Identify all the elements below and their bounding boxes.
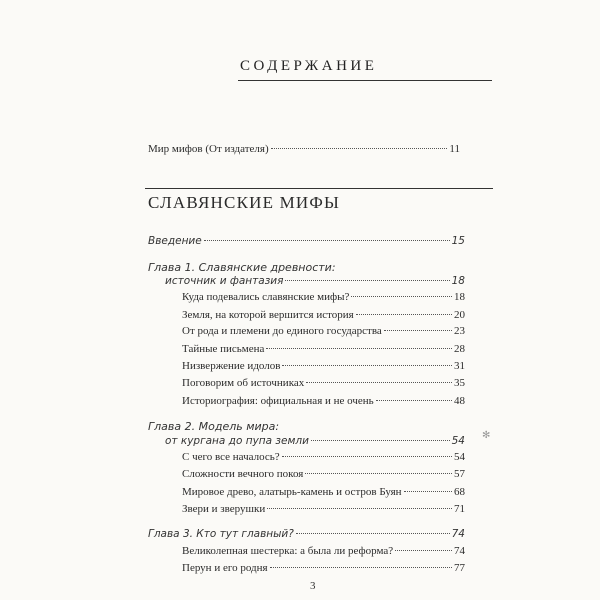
dot-leader (282, 456, 452, 457)
title-rule (238, 80, 492, 81)
toc-entry-intro-publisher[interactable] (148, 143, 460, 156)
section-title: СЛАВЯНСКИЕ МИФЫ (148, 193, 341, 212)
toc-entry-label: Земля, на которой вершится история (182, 309, 354, 321)
toc-page-number: 15 (451, 235, 465, 247)
toc-entry-introduction[interactable] (148, 235, 465, 248)
toc-entry-1-2[interactable] (182, 309, 465, 322)
toc-entry-label: от кургана до пупа земли (165, 435, 309, 447)
toc-entry-label: Звери и зверушки (182, 503, 266, 515)
dot-leader (305, 473, 452, 474)
toc-page-number: 18 (454, 291, 465, 303)
dot-leader (351, 296, 452, 297)
dot-leader (204, 240, 450, 241)
toc-entry-label: Введение (148, 235, 202, 247)
toc-entry-1-5[interactable] (182, 360, 465, 373)
dot-leader (311, 440, 450, 441)
toc-entry-label: С чего все началось? (182, 451, 280, 463)
toc-entry-label: Тайные письмена (182, 343, 265, 355)
toc-page-number: 68 (454, 486, 465, 498)
toc-entry-chapter-1[interactable] (165, 275, 465, 288)
toc-page-number: 57 (454, 468, 465, 480)
toc-entry-label: Мир мифов (От издателя) (148, 143, 269, 155)
dot-leader (306, 382, 452, 383)
dot-leader (267, 508, 452, 509)
toc-page-number: 23 (454, 325, 465, 337)
dot-leader (376, 400, 452, 401)
toc-page-number: 54 (451, 435, 465, 447)
section-rule (145, 188, 493, 189)
toc-entry-3-1[interactable] (182, 545, 465, 558)
toc-entry-label: Перун и его родня (182, 562, 268, 574)
dot-leader (282, 365, 452, 366)
ink-spot-icon: ✻ (482, 430, 491, 441)
dot-leader (404, 491, 452, 492)
toc-page-number: 71 (454, 503, 465, 515)
contents-title: СОДЕРЖАНИЕ (240, 58, 378, 74)
dot-leader (356, 314, 452, 315)
toc-entry-2-1[interactable] (182, 451, 465, 464)
toc-page-number: 31 (454, 360, 465, 372)
toc-entry-1-7[interactable] (182, 395, 465, 408)
dot-leader (270, 567, 452, 568)
toc-entry-label: Поговорим об источниках (182, 377, 305, 389)
toc-page-number: 54 (454, 451, 465, 463)
page-number: 3 (310, 580, 316, 592)
toc-entry-label: От рода и племени до единого государства (182, 325, 382, 337)
dot-leader (296, 533, 450, 534)
toc-entry-1-4[interactable] (182, 343, 465, 356)
toc-entry-label: Историография: официальная и не очень (182, 395, 374, 407)
toc-page-number: 11 (449, 143, 460, 155)
toc-entry-3-2[interactable] (182, 562, 465, 575)
dot-leader (271, 148, 448, 149)
toc-entry-2-2[interactable] (182, 468, 465, 481)
toc-entry-1-6[interactable] (182, 377, 465, 390)
chapter-1-title: Глава 1. Славянские древности: (148, 261, 336, 274)
toc-page-number: 28 (454, 343, 465, 355)
toc-entry-label: Низвержение идолов (182, 360, 281, 372)
toc-page-number: 77 (454, 562, 465, 574)
toc-entry-2-3[interactable] (182, 486, 465, 499)
toc-entry-label: Мировое древо, алатырь-камень и остров Буян (182, 486, 402, 498)
toc-page-number: 35 (454, 377, 465, 389)
toc-entry-label: источник и фантазия (165, 275, 284, 287)
toc-page-number: 74 (454, 545, 465, 557)
toc-entry-2-4[interactable] (182, 503, 465, 516)
toc-entry-label: Куда подевались славянские мифы? (182, 291, 350, 303)
dot-leader (285, 280, 449, 281)
toc-entry-label: Сложности вечного покоя (182, 468, 304, 480)
toc-entry-1-1[interactable] (182, 291, 465, 304)
dot-leader (266, 348, 452, 349)
dot-leader (384, 330, 452, 331)
toc-entry-chapter-3[interactable] (148, 528, 465, 541)
toc-page-number: 18 (451, 275, 465, 287)
toc-page-number: 48 (454, 395, 465, 407)
toc-entry-chapter-2[interactable] (165, 435, 465, 448)
toc-entry-label: Глава 3. Кто тут главный? (148, 528, 294, 540)
toc-entry-label: Великолепная шестерка: а была ли реформа? (182, 545, 394, 557)
toc-page-number: 74 (451, 528, 465, 540)
dot-leader (395, 550, 452, 551)
toc-page-number: 20 (454, 309, 465, 321)
toc-entry-1-3[interactable] (182, 325, 465, 338)
chapter-2-title: Глава 2. Модель мира: (148, 420, 280, 433)
